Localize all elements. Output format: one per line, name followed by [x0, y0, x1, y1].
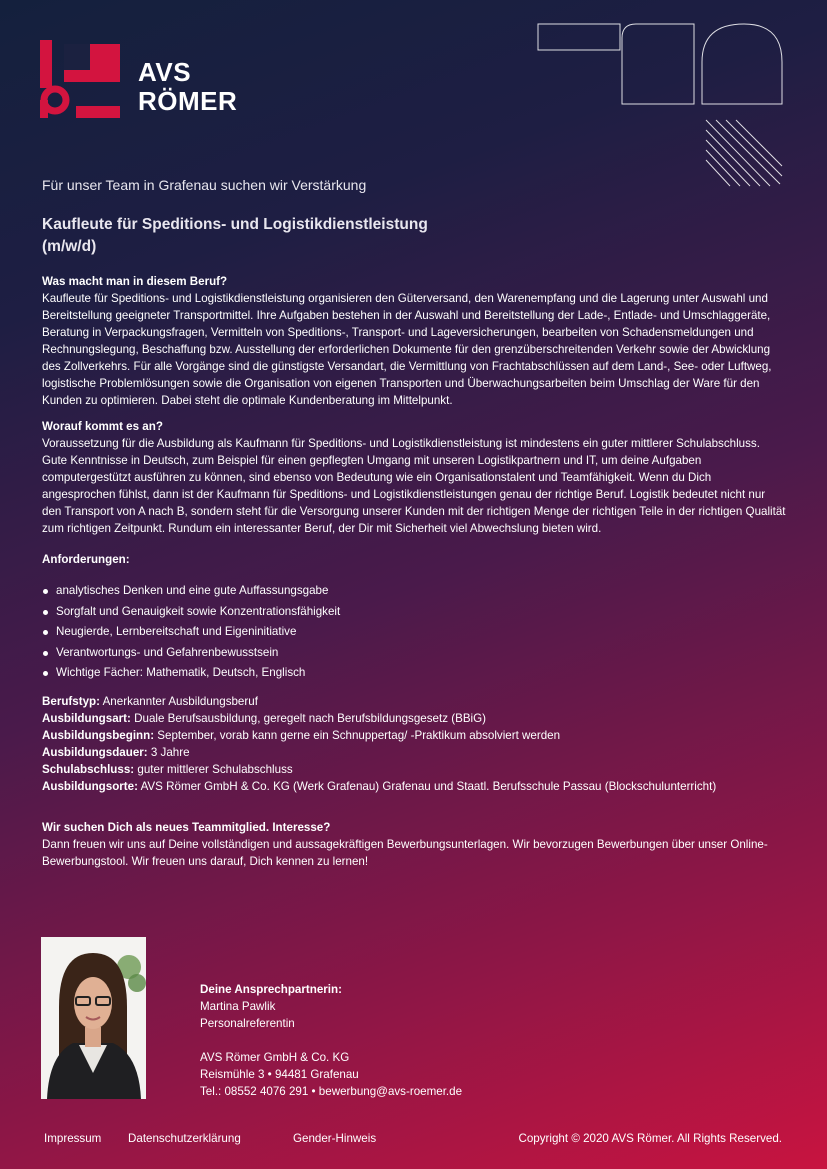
fact-value: September, vorab kann gerne ein Schnuppertag/ -Praktikum absolviert werden [157, 729, 561, 742]
contact-company: AVS Römer GmbH & Co. KG [200, 1051, 350, 1064]
section-matters-text: Voraussetzung für die Ausbildung als Kaufmann für Speditions- und Logistikdienstleistung ist mindestens ein guter mittlerer Schulabschluss. Gute Kenntnisse in Deutsch, zum Beispiel für einen gepflegten Umgang mit unseren Logistikpartnern und IT, um deine Aufgaben computergestützt ausführen zu können, sind ebenso von Bedeutung wie ein Organisationstalent und Teamfähigkeit. Wenn du Dich angesprochen fühlst, dann ist der Kaufmann für Speditions- und Logistikdienstleistungen genau der richtige Beruf. Logistik bedeutet nicht nur den Transport von A nach B, sondern steht für die Versorgung unserer Kunden mit der richtigen Menge der richtigen Teile in der richtigen Qualität zum richtigen Zeitpunkt. Rundum ein interessanter Beruf, der Dir mit Sicherheit viel Abwechslung bieten wird. [42, 437, 786, 535]
training-facts [42, 693, 787, 795]
list-item: Verantwortungs- und Gefahrenbewusstsein [42, 644, 787, 661]
contact-photo [41, 937, 146, 1099]
closing-heading: Wir suchen Dich als neues Teammitglied. Interesse? [42, 821, 331, 834]
requirements-section [42, 551, 787, 681]
contact-phone-email: Tel.: 08552 4076 291 • bewerbung@avs-roemer.de [200, 1085, 463, 1098]
list-item: Wichtige Fächer: Mathematik, Deutsch, Englisch [42, 664, 787, 681]
footer-impressum-link[interactable]: Impressum [44, 1132, 102, 1145]
contact-name: Martina Pawlik [200, 1000, 276, 1013]
fact-label: Berufstyp: [42, 695, 100, 708]
fact-row [42, 693, 787, 710]
fact-value: Anerkannter Ausbildungsberuf [102, 695, 258, 708]
fact-value: Duale Berufsausbildung, geregelt nach Berufsbildungsgesetz (BBiG) [134, 712, 487, 725]
footer-copyright: Copyright © 2020 AVS Römer. All Rights Reserved. [518, 1132, 782, 1145]
fact-row [42, 778, 787, 795]
list-item: Sorgfalt und Genauigkeit sowie Konzentrationsfähigkeit [42, 603, 787, 620]
fact-value: guter mittlerer Schulabschluss [137, 763, 293, 776]
contact-role: Personalreferentin [200, 1017, 295, 1030]
job-description [42, 273, 787, 870]
contact-address: Reismühle 3 • 94481 Grafenau [200, 1068, 359, 1081]
fact-label: Ausbildungsdauer: [42, 746, 148, 759]
job-title-line-2: (m/w/d) [42, 238, 97, 255]
section-what-text: Kaufleute für Speditions- und Logistikdienstleistung organisieren den Güterversand, den Warenempfang und die Lagerung unter Auswahl und Bereitstellung geeigneter Transportmittel. Ihre Aufgaben bestehen in der Auswahl und Bereitstellung der Lade-, Entlade- und Umschlaggeräte, Beratung in Verpackungsfragen, Vermitteln von Speditions-, Transport- und Lageversicherungen, bearbeiten von Schadensmeldungen und Rechnungslegung, Beschaffung bzw. Ausstellung der erforderlichen Dokumente für den grenzüberschreitenden Verkehr sowie der Abwicklung des Zollverkehrs. Für alle Vorgänge sind die günstigste Versandart, die Vermittlung von Frachtabschlüssen auf dem Land-, See- oder Luftweg, logistische Problemlösungen sowie die Organisation von eigenen Transporten und Überwachungsarbeiten beim Umschlag der Ware für den Kunden zu optimieren. Dabei steht die optimale Kundenberatung im Mittelpunkt. [42, 292, 772, 407]
closing-section [42, 819, 787, 870]
fact-row [42, 761, 787, 778]
contact-block [200, 981, 462, 1100]
list-item: Neugierde, Lernbereitschaft und Eigeninitiative [42, 623, 787, 640]
section-matters-heading: Worauf kommt es an? [42, 420, 163, 433]
requirements-list [42, 582, 787, 681]
brand-line-1: AVS [138, 57, 192, 87]
job-title-line-1: Kaufleute für Speditions- und Logistikdienstleistung [42, 216, 428, 233]
brand-wordmark [138, 58, 237, 116]
section-what-heading: Was macht man in diesem Beruf? [42, 275, 228, 288]
contact-heading: Deine Ansprechpartnerin: [200, 983, 342, 996]
fact-row [42, 727, 787, 744]
fact-value: AVS Römer GmbH & Co. KG (Werk Grafenau) Grafenau und Staatl. Berufsschule Passau (Blockschulunterricht) [140, 780, 717, 793]
closing-text: Dann freuen wir uns auf Deine vollständigen und aussagekräftigen Bewerbungsunterlagen. Wir bevorzugen Bewerbungen über unser Online-Bewerbungstool. Wir freuen uns darauf, Dich kennen zu lernen! [42, 838, 768, 868]
list-item: analytisches Denken und eine gute Auffassungsgabe [42, 582, 787, 599]
fact-label: Ausbildungsart: [42, 712, 131, 725]
fact-label: Schulabschluss: [42, 763, 135, 776]
footer-privacy-link[interactable]: Datenschutzerklärung [128, 1132, 241, 1145]
fact-label: Ausbildungsorte: [42, 780, 138, 793]
fact-row [42, 710, 787, 727]
intro-text: Für unser Team in Grafenau suchen wir Verstärkung [42, 177, 367, 193]
fact-value: 3 Jahre [150, 746, 190, 759]
decorative-outline-graphic [530, 18, 790, 198]
section-what [42, 273, 787, 409]
requirements-heading: Anforderungen: [42, 553, 130, 566]
job-title [42, 214, 642, 258]
fact-label: Ausbildungsbeginn: [42, 729, 155, 742]
fact-row [42, 744, 787, 761]
section-matters [42, 418, 787, 537]
footer-gender-link[interactable]: Gender-Hinweis [293, 1132, 377, 1145]
brand-line-2: RÖMER [138, 86, 238, 116]
